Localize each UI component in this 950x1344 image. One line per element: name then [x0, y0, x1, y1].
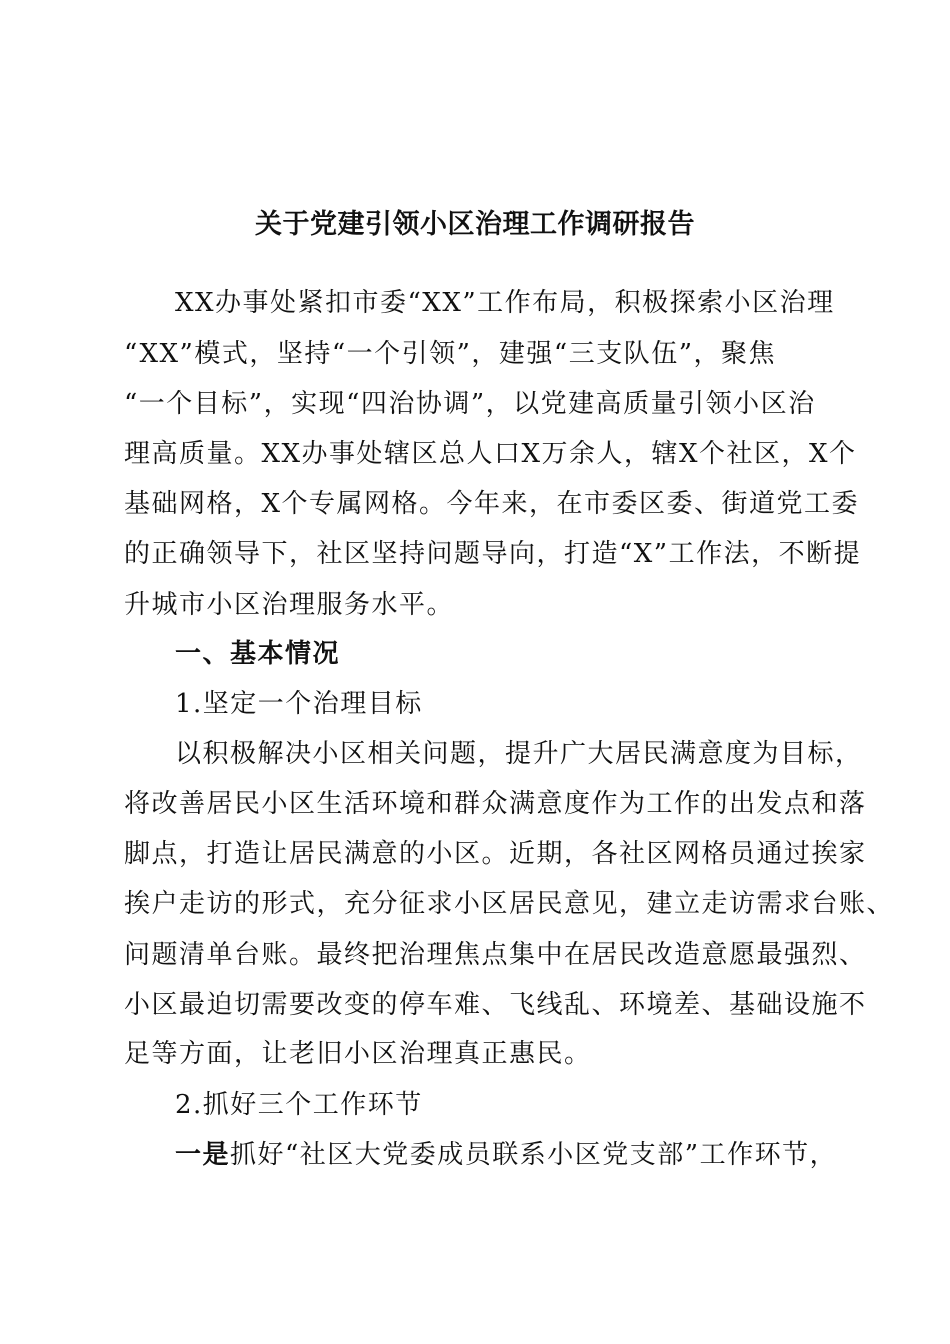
page-title: 关于党建引领小区治理工作调研报告: [255, 209, 695, 240]
goal-line-6: 小区最迫切需要改变的停车难、飞线乱、环境差、基础设施不: [124, 990, 867, 1020]
intro-line-7: 升城市小区治理服务水平。: [124, 590, 455, 620]
intro-line-6: 的正确领导下，社区坚持问题导向，打造“X”工作法，不断提: [124, 539, 862, 569]
goal-line-1: 以积极解决小区相关问题，提升广大居民满意度为目标，: [175, 739, 863, 769]
intro-line-3: “一个目标”，实现“四治协调”，以党建高质量引领小区治: [124, 389, 816, 419]
intro-line-1: XX办事处紧扣市委“XX”工作布局，积极探索小区治理: [175, 288, 835, 318]
goal-line-7: 足等方面，让老旧小区治理真正惠民。: [124, 1039, 592, 1069]
first-point-text: 抓好“社区大党委成员联系小区党支部”工作环节，: [230, 1140, 838, 1170]
intro-line-4: 理高质量。XX办事处辖区总人口X万余人，辖X个社区，X个: [124, 439, 857, 469]
subheading-governance-goal: 1.坚定一个治理目标: [175, 689, 423, 719]
section-heading-basic-situation: 一、基本情况: [175, 639, 341, 669]
intro-line-2: “XX”模式，坚持“一个引领”，建强“三支队伍”，聚焦: [124, 339, 776, 369]
goal-line-3: 脚点，打造让居民满意的小区。近期，各社区网格员通过挨家: [124, 839, 867, 869]
intro-line-5: 基础网格，X个专属网格。今年来，在市委区委、街道党工委: [124, 489, 860, 519]
goal-line-2: 将改善居民小区生活环境和群众满意度作为工作的出发点和落: [124, 789, 867, 819]
first-point-lead: 一是: [175, 1140, 231, 1170]
goal-line-4: 挨户走访的形式，充分征求小区居民意见，建立走访需求台账、: [124, 889, 895, 919]
work-links-line-1: [175, 1135, 838, 1175]
goal-line-5: 问题清单台账。最终把治理焦点集中在居民改造意愿最强烈、: [124, 940, 867, 970]
subheading-three-work-links: 2.抓好三个工作环节: [175, 1090, 423, 1120]
